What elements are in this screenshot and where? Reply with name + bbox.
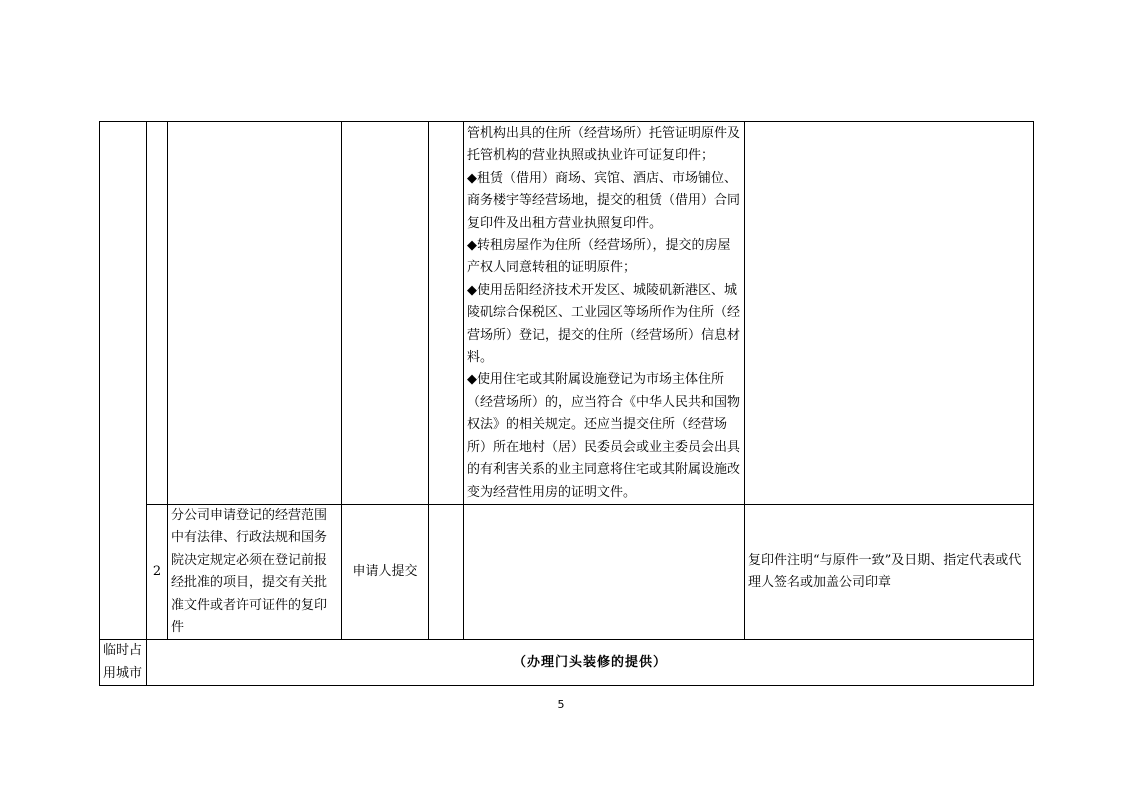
description-cell-empty xyxy=(464,504,745,639)
requirement-cell-empty xyxy=(745,122,1034,505)
materials-table xyxy=(99,121,1034,686)
copies-cell xyxy=(429,504,464,639)
description-paragraph: 管机构出具的住所（经营场所）托管证明原件及托管机构的营业执照或执业许可证复印件； xyxy=(467,126,741,164)
page-number: 5 xyxy=(557,698,565,711)
material-cell-empty xyxy=(168,122,342,505)
copies-cell-empty xyxy=(429,122,464,505)
description-paragraph: ◆转租房屋作为住所（经营场所），提交的房屋产权人同意转租的证明原件； xyxy=(467,238,731,276)
description-paragraph: ◆租赁（借用）商场、宾馆、酒店、市场铺位、商务楼宇等经营场地，提交的租赁（借用）合同复印件及出租方营业执照复印件。 xyxy=(467,170,741,231)
index-cell-empty xyxy=(147,122,168,505)
table-row xyxy=(100,504,1034,639)
description-paragraph: ◆使用住宅或其附属设施登记为市场主体住所（经营场所）的，应当符合《中华人民共和国物权法》的相关规定。还应当提交住所（经营场所）所在地村（居）民委员会或业主委员会出具的有利害关系的业主同意将住宅或其附属设施改变为经营性用房的证明文件。 xyxy=(467,372,741,500)
index-cell: 2 xyxy=(147,504,168,639)
table-row xyxy=(100,122,1034,505)
description-cell xyxy=(464,122,745,505)
source-cell-empty xyxy=(342,122,429,505)
category-cell: 临时占用城市 xyxy=(100,640,147,686)
description-paragraph: ◆使用岳阳经济技术开发区、城陵矶新港区、城陵矶综合保税区、工业园区等场所作为住所（经营场所）登记，提交的住所（经营场所）信息材料。 xyxy=(467,282,741,366)
table-row xyxy=(100,640,1034,686)
source-cell: 申请人提交 xyxy=(342,504,429,639)
section-heading: （办理门头装修的提供） xyxy=(147,640,1034,686)
material-cell: 分公司申请登记的经营范围中有法律、行政法规和国务院决定规定必须在登记前报经批准的项目，提交有关批准文件或者许可证件的复印件 xyxy=(168,504,342,639)
requirement-cell: 复印件注明“与原件一致”及日期、指定代表或代理人签名或加盖公司印章 xyxy=(745,504,1034,639)
category-cell-empty xyxy=(100,122,147,640)
